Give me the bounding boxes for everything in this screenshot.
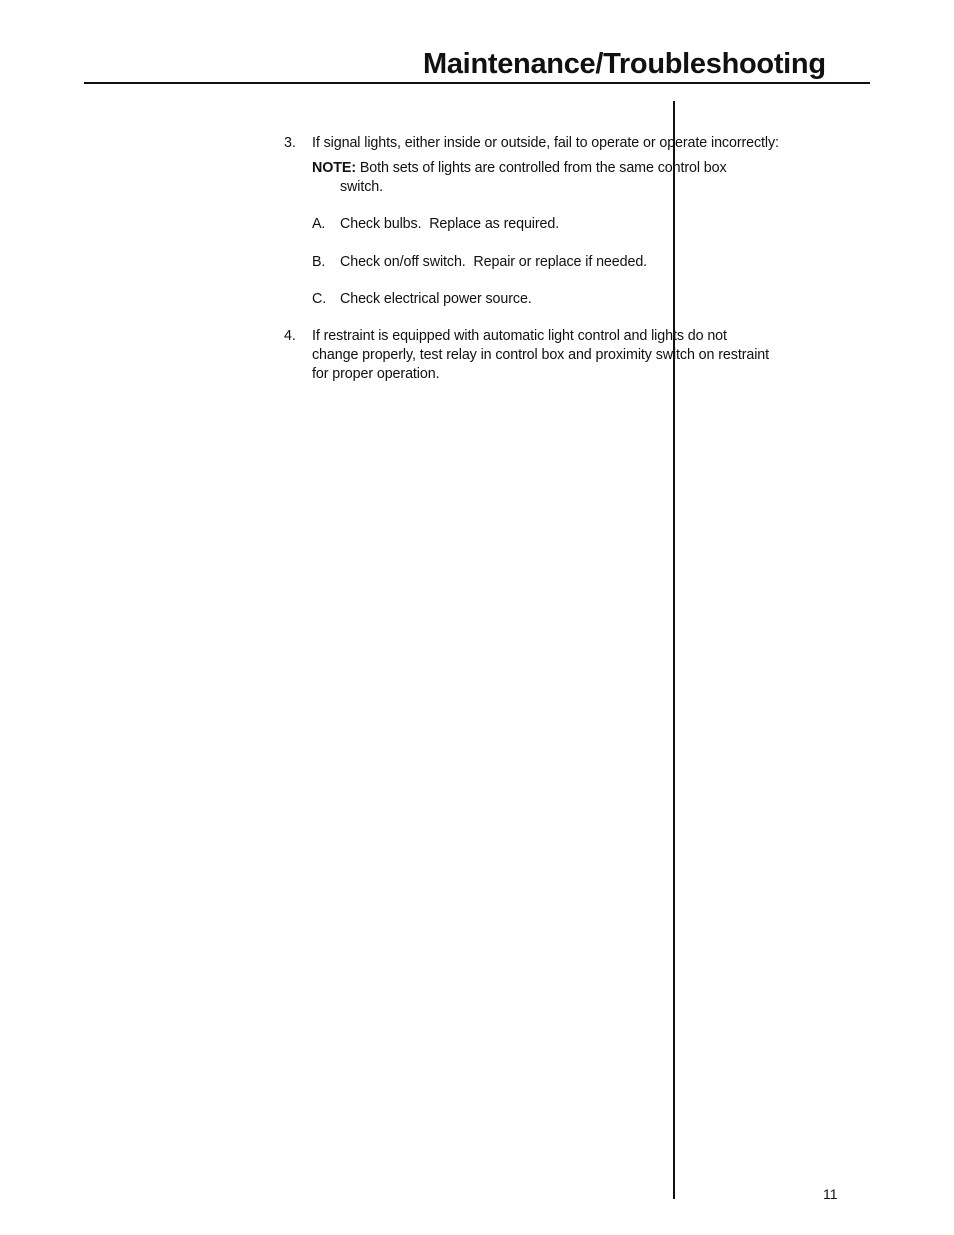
substep-c-text: Check electrical power source.: [340, 291, 532, 307]
substep-b-letter: B.: [312, 254, 326, 270]
page-number: 11: [823, 1186, 838, 1202]
title-rule: [84, 82, 870, 84]
revision-change-bar: [673, 101, 675, 1199]
item-4-line-1: If restraint is equipped with automatic light control and lights do not: [312, 328, 727, 344]
note-line-1: [312, 159, 727, 178]
item-3-number: 3.: [284, 135, 296, 151]
note-label: NOTE:: [312, 160, 356, 176]
note-text: Both sets of lights are controlled from the same control box: [355, 160, 727, 176]
item-4-number: 4.: [284, 328, 296, 344]
substep-a-text: Check bulbs. Replace as required.: [340, 216, 560, 232]
item-4-line-3: for proper operation.: [312, 366, 440, 382]
item-3-text: If signal lights, either inside or outside, fail to operate or operate incorrectly:: [312, 135, 779, 151]
substep-c-letter: C.: [312, 291, 327, 307]
note-line-2: switch.: [340, 179, 383, 195]
substep-b-text: Check on/off switch. Repair or replace if needed.: [340, 254, 648, 270]
page-title: Maintenance/Troubleshooting: [423, 48, 826, 80]
substep-a-letter: A.: [312, 216, 326, 232]
item-4-line-2: change properly, test relay in control box and proximity switch on restraint: [312, 347, 770, 363]
